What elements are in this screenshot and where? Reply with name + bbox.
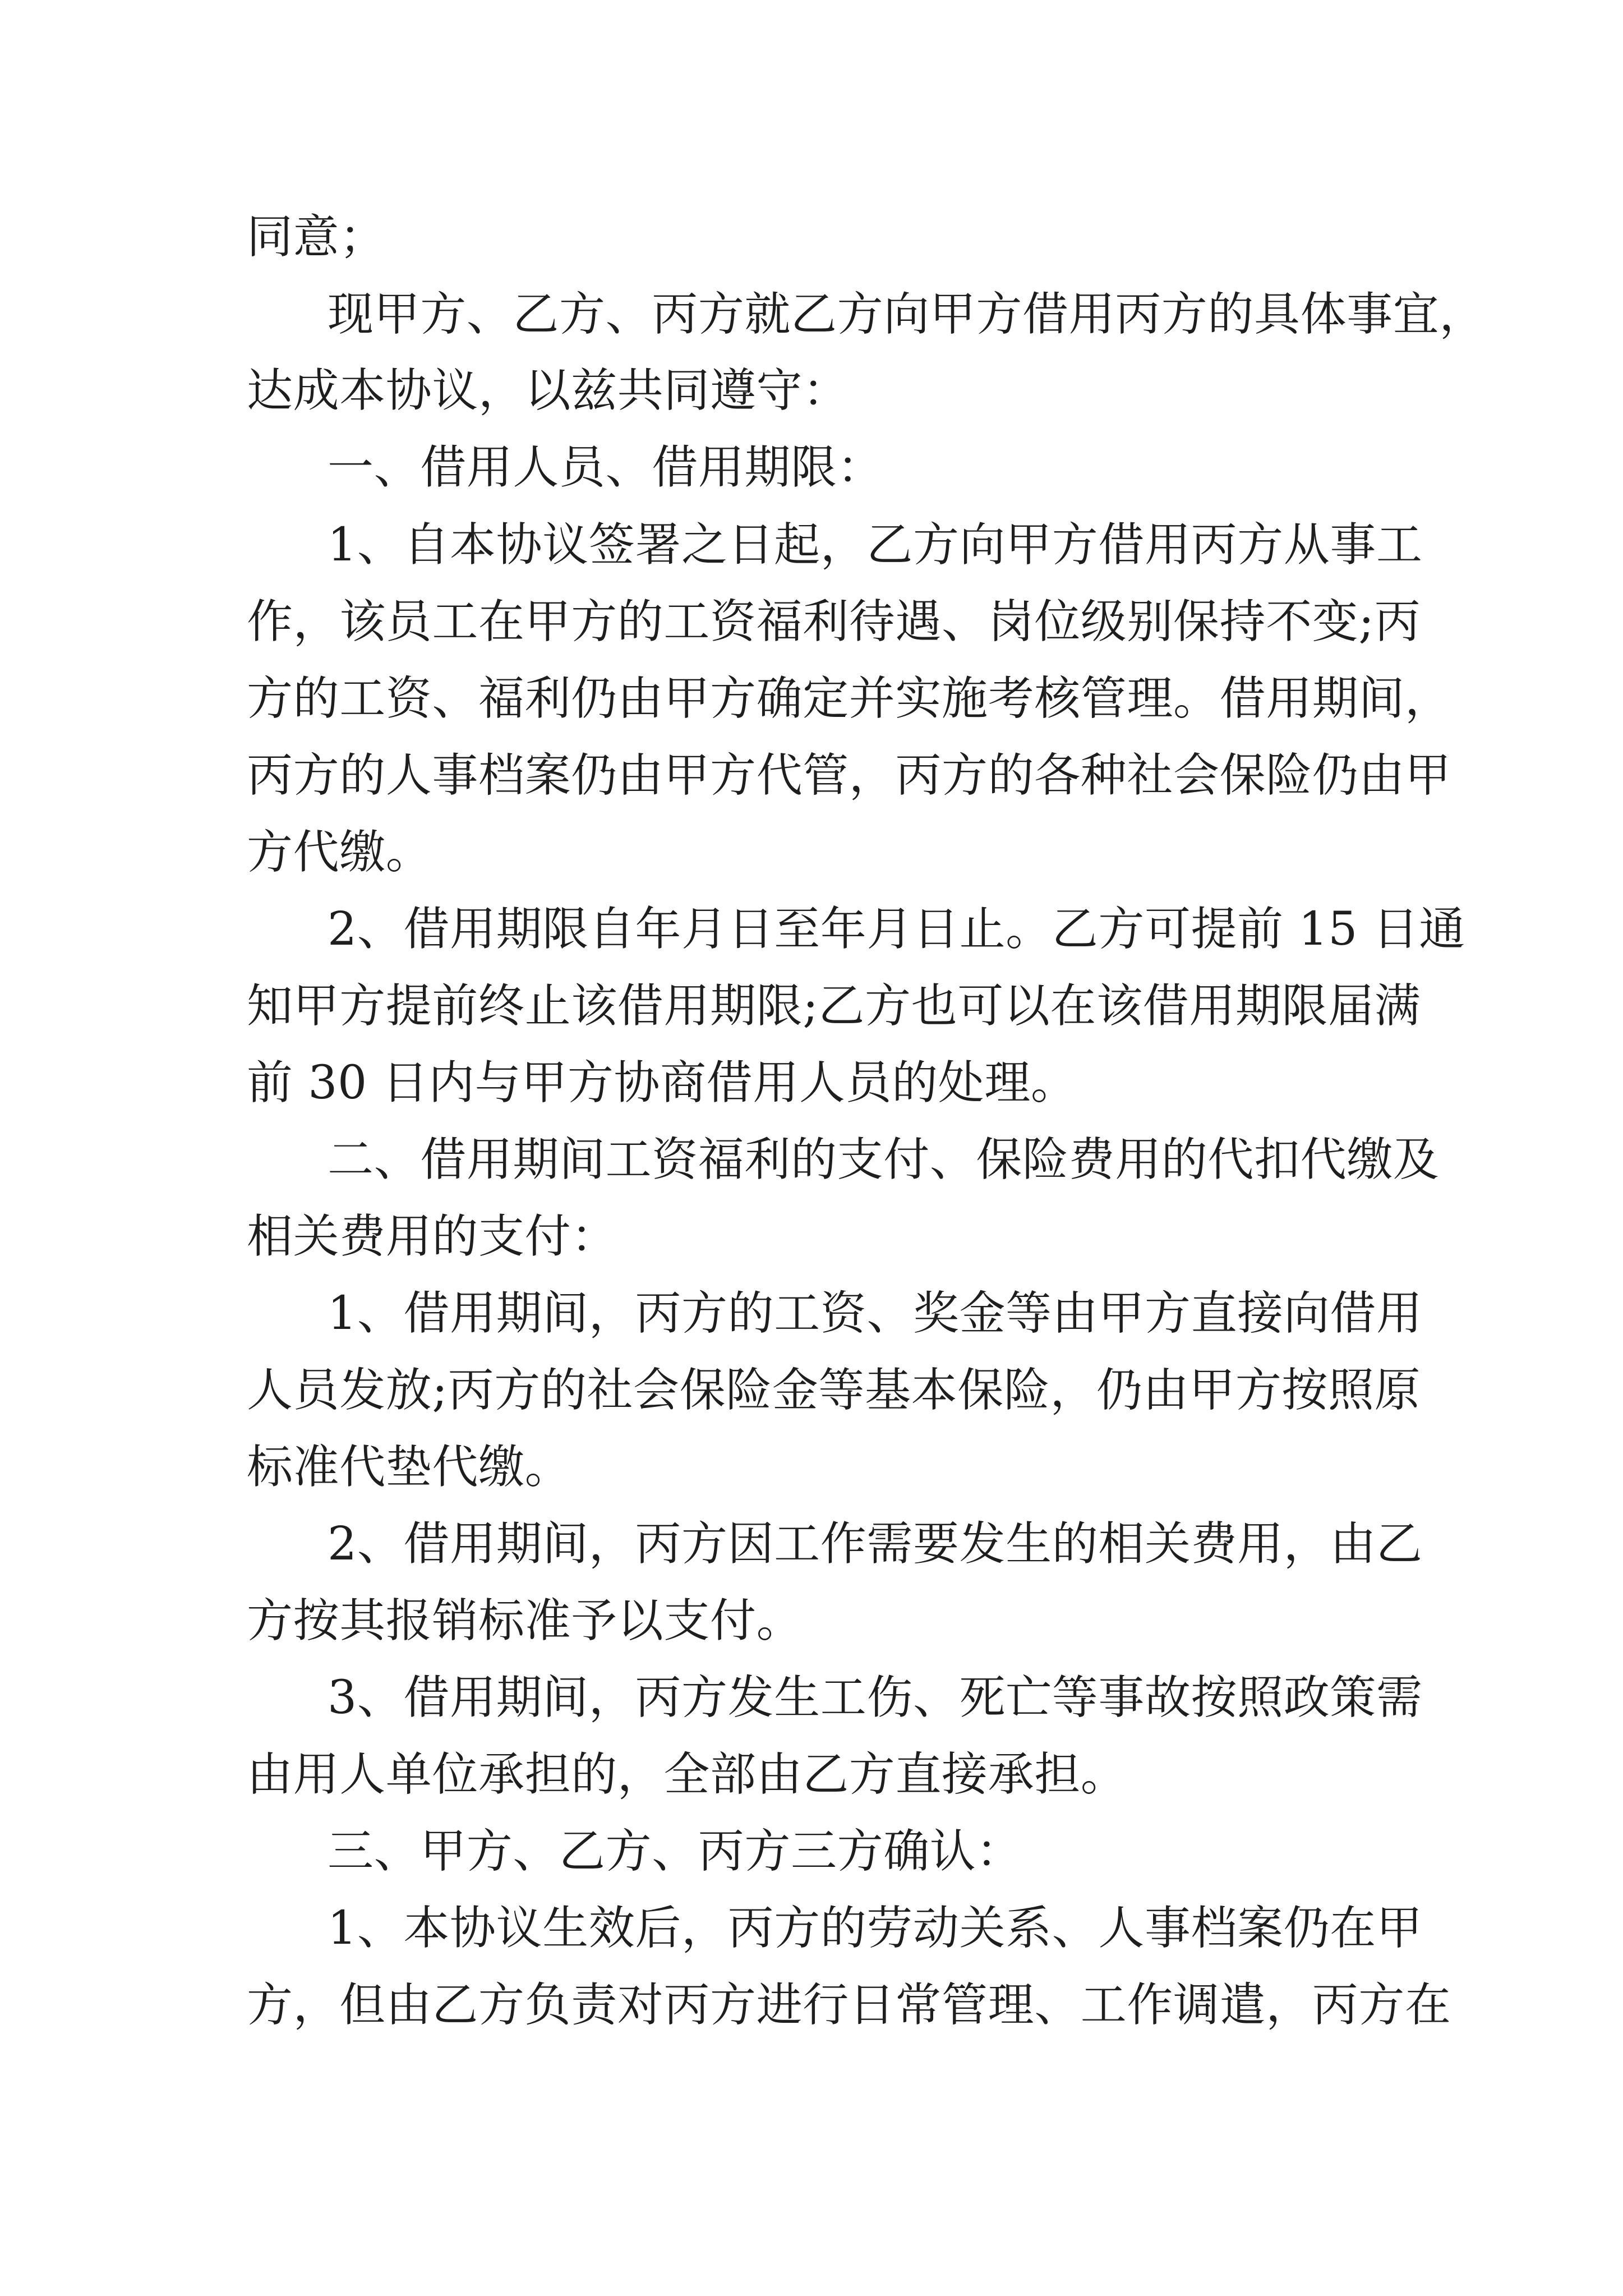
text-line: 1、借用期间，丙方的工资、奖金等由甲方直接向借用 [328, 1287, 1423, 1340]
text-line: 1、自本协议签署之日起，乙方向甲方借用丙方从事工 [328, 518, 1423, 572]
text-line: 人员发放;丙方的社会保险金等基本保险，仍由甲方按照原 [247, 1364, 1421, 1417]
section-heading: 三、甲方、乙方、丙方三方确认： [328, 1825, 1023, 1878]
text-line: 2、借用期限自年月日至年月日止。乙方可提前 15 日通 [328, 903, 1465, 956]
text-line: 现甲方、乙方、丙方就乙方向甲方借用丙方的具体事宜， [328, 288, 1486, 341]
section-heading: 一、借用人员、借用期限： [328, 441, 884, 494]
text-line: 3、借用期间，丙方发生工伤、死亡等事故按照政策需 [328, 1671, 1423, 1724]
text-line: 由用人单位承担的，全部由乙方直接承担。 [247, 1748, 1127, 1801]
text-line: 方按其报销标准予以支付。 [247, 1594, 803, 1648]
text-line: 前 30 日内与甲方协商借用人员的处理。 [247, 1056, 1077, 1110]
text-line: 作，该员工在甲方的工资福利待遇、岗位级别保持不变;丙 [247, 595, 1421, 648]
text-line: 丙方的人事档案仍由甲方代管，丙方的各种社会保险仍由甲 [247, 749, 1451, 802]
text-line: 2、借用期间，丙方因工作需要发生的相关费用，由乙 [328, 1517, 1423, 1571]
text-line: 知甲方提前终止该借用期限;乙方也可以在该借用期限届满 [247, 979, 1421, 1033]
text-line: 方代缴。 [247, 826, 432, 879]
text-line: 同意； [247, 210, 386, 264]
text-line: 方，但由乙方负责对丙方进行日常管理、工作调遣，丙方在 [247, 1978, 1451, 2032]
section-heading: 二、借用期间工资福利的支付、保险费用的代扣代缴及 [328, 1133, 1440, 1186]
text-line: 1、本协议生效后，丙方的劳动关系、人事档案仍在甲 [328, 1902, 1423, 1955]
text-line: 标准代垫代缴。 [247, 1441, 571, 1494]
text-line: 达成本协议，以兹共同遵守： [247, 364, 849, 417]
section-heading: 相关费用的支付： [247, 1210, 617, 1263]
text-line: 方的工资、福利仍由甲方确定并实施考核管理。借用期间， [247, 672, 1451, 725]
